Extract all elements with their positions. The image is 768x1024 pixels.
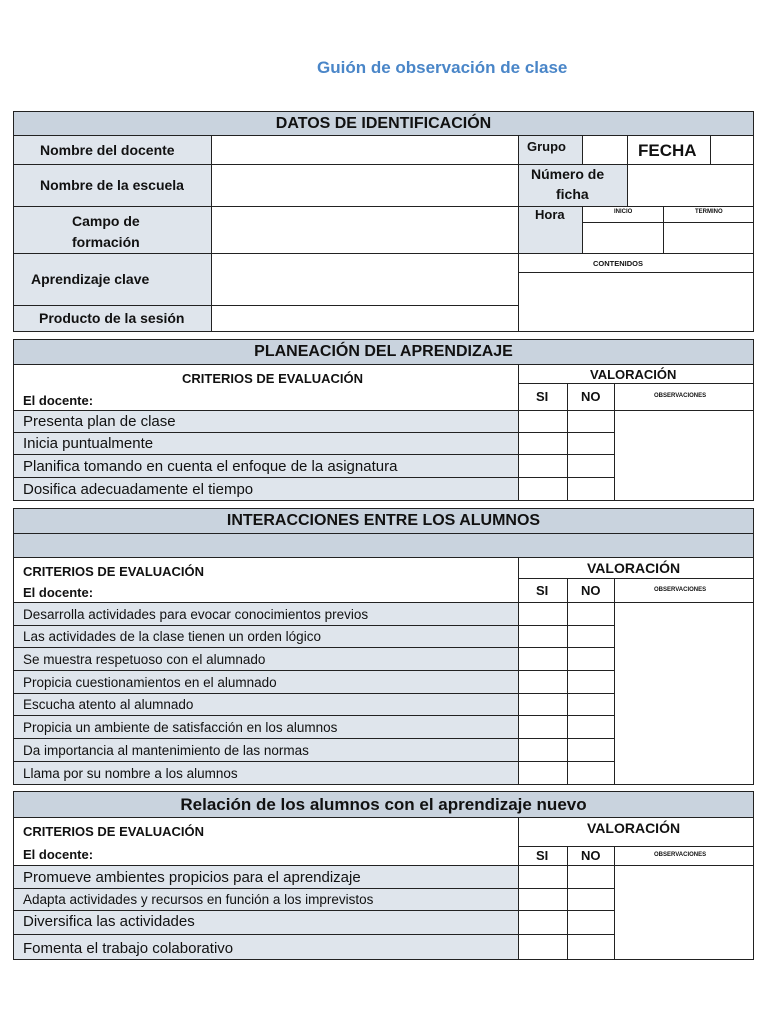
label-inicio (582, 206, 664, 223)
interacciones-header-label: INTERACCIONES ENTRE LOS ALUMNOS (226, 512, 541, 529)
label-nombre-escuela (13, 164, 212, 207)
label-nombre-docente-text: Nombre del docente (40, 142, 175, 158)
planeacion-si-cell[interactable] (518, 477, 568, 501)
label-numero-ficha-line1: Número de (531, 166, 605, 182)
relacion-item (13, 934, 519, 960)
relacion-no-cell[interactable] (567, 888, 615, 911)
planeacion-criterios (13, 364, 519, 411)
label-numero-ficha (518, 164, 628, 207)
interacciones-si-cell[interactable] (518, 715, 568, 739)
field-campo-formacion[interactable] (211, 206, 519, 254)
interacciones-item (13, 761, 519, 785)
label-campo-formacion (13, 206, 212, 254)
interacciones-docente-text: El docente: (23, 585, 94, 600)
relacion-observaciones (614, 846, 754, 866)
relacion-item-text: Promueve ambientes propicios para el aprendizaje (23, 869, 361, 886)
interacciones-observaciones-text: OBSERVACIONES (654, 587, 707, 593)
interacciones-item (13, 602, 519, 626)
planeacion-no-cell[interactable] (567, 454, 615, 478)
label-fecha (627, 135, 711, 165)
planeacion-no-cell[interactable] (567, 410, 615, 433)
planeacion-no (567, 383, 615, 411)
planeacion-no-cell[interactable] (567, 477, 615, 501)
label-campo-formacion-line1: Campo de (72, 213, 140, 229)
relacion-no-cell[interactable] (567, 910, 615, 935)
interacciones-item-text: Las actividades de la clase tienen un orden lógico (23, 629, 321, 644)
interacciones-si-cell[interactable] (518, 625, 568, 648)
label-hora (518, 206, 583, 254)
planeacion-si (518, 383, 568, 411)
field-grupo[interactable] (582, 135, 628, 165)
interacciones-no-cell[interactable] (567, 670, 615, 694)
label-aprendizaje-clave (13, 253, 212, 306)
interacciones-item-text: Da importancia al mantenimiento de las normas (23, 743, 309, 758)
label-aprendizaje-clave-text: Aprendizaje clave (31, 271, 150, 287)
relacion-no-text: NO (581, 848, 601, 863)
label-fecha-text: FECHA (638, 141, 697, 160)
planeacion-item (13, 432, 519, 455)
relacion-no-cell[interactable] (567, 934, 615, 960)
interacciones-si-cell[interactable] (518, 670, 568, 694)
label-numero-ficha-line2: ficha (556, 186, 589, 202)
relacion-item (13, 910, 519, 935)
field-hora-inicio[interactable] (582, 222, 664, 254)
planeacion-item-text: Presenta plan de clase (23, 413, 176, 430)
planeacion-header (13, 339, 754, 365)
interacciones-observaciones-field[interactable] (614, 602, 754, 785)
planeacion-observaciones-text: OBSERVACIONES (654, 393, 707, 399)
planeacion-item-text: Planifica tomando en cuenta el enfoque de la asignatura (23, 458, 398, 475)
planeacion-no-text: NO (581, 389, 601, 404)
relacion-valoracion-text: VALORACIÓN (587, 820, 681, 836)
interacciones-no-cell[interactable] (567, 715, 615, 739)
relacion-observaciones-text: OBSERVACIONES (654, 852, 707, 858)
interacciones-no-cell[interactable] (567, 602, 615, 626)
planeacion-valoracion-text: VALORACIÓN (590, 367, 677, 382)
interacciones-valoracion-text: VALORACIÓN (587, 560, 681, 576)
interacciones-no (567, 578, 615, 603)
relacion-criterios-text: CRITERIOS DE EVALUACIÓN (23, 824, 205, 839)
label-nombre-escuela-text: Nombre de la escuela (40, 177, 184, 193)
interacciones-si (518, 578, 568, 603)
interacciones-item-text: Propicia un ambiente de satisfacción en los alumnos (23, 720, 338, 735)
label-contenidos-text: CONTENIDOS (593, 259, 644, 268)
interacciones-valoracion (518, 557, 754, 579)
interacciones-si-text: SI (536, 583, 549, 598)
field-producto-sesion[interactable] (211, 305, 519, 332)
interacciones-item (13, 670, 519, 694)
interacciones-item (13, 715, 519, 739)
planeacion-item-text: Inicia puntualmente (23, 435, 154, 452)
relacion-no (567, 846, 615, 866)
interacciones-si-cell[interactable] (518, 761, 568, 785)
interacciones-si-cell[interactable] (518, 602, 568, 626)
label-inicio-text: INICIO (614, 209, 633, 215)
field-numero-ficha[interactable] (627, 164, 754, 207)
interacciones-item-text: Propicia cuestionamientos en el alumnado (23, 675, 277, 690)
interacciones-item-text: Escucha atento al alumnado (23, 697, 194, 712)
relacion-item-text: Fomenta el trabajo colaborativo (23, 940, 234, 957)
planeacion-item (13, 410, 519, 433)
label-termino-text: TERMINO (695, 209, 723, 215)
field-aprendizaje-clave[interactable] (211, 253, 519, 306)
interacciones-no-cell[interactable] (567, 693, 615, 716)
relacion-si-cell[interactable] (518, 910, 568, 935)
relacion-docente-text: El docente: (23, 847, 94, 862)
interacciones-criterios-text: CRITERIOS DE EVALUACIÓN (23, 564, 205, 579)
relacion-valoracion (518, 817, 754, 847)
interacciones-no-cell[interactable] (567, 761, 615, 785)
planeacion-si-text: SI (536, 389, 549, 404)
field-contenidos[interactable] (518, 272, 754, 332)
label-grupo (518, 135, 583, 165)
interacciones-item-text: Se muestra respetuoso con el alumnado (23, 652, 266, 667)
label-campo-formacion-line2: formación (72, 234, 140, 250)
interacciones-item (13, 693, 519, 716)
planeacion-observaciones (614, 383, 754, 411)
planeacion-no-cell[interactable] (567, 432, 615, 455)
relacion-si (518, 846, 568, 866)
planeacion-docente-text: El docente: (23, 393, 94, 408)
relacion-item (13, 865, 519, 889)
label-producto-sesion (13, 305, 212, 332)
planeacion-item (13, 477, 519, 501)
interacciones-si-cell[interactable] (518, 738, 568, 762)
datos-header (13, 111, 754, 136)
relacion-no-cell[interactable] (567, 865, 615, 889)
interacciones-item (13, 647, 519, 671)
planeacion-header-label: PLANEACIÓN DEL APRENDIZAJE (254, 343, 513, 360)
label-nombre-docente (13, 135, 212, 165)
label-termino (663, 206, 754, 223)
relacion-si-text: SI (536, 848, 549, 863)
planeacion-item-text: Dosifica adecuadamente el tiempo (23, 481, 254, 498)
label-producto-sesion-text: Producto de la sesión (39, 310, 185, 326)
interacciones-si-cell[interactable] (518, 693, 568, 716)
interacciones-no-cell[interactable] (567, 647, 615, 671)
relacion-observaciones-field[interactable] (614, 865, 754, 960)
relacion-si-cell[interactable] (518, 888, 568, 911)
field-nombre-escuela[interactable] (211, 164, 519, 207)
interacciones-observaciones (614, 578, 754, 603)
label-contenidos (518, 253, 754, 273)
interacciones-si-cell[interactable] (518, 647, 568, 671)
field-hora-termino[interactable] (663, 222, 754, 254)
interacciones-item-text: Llama por su nombre a los alumnos (23, 766, 238, 781)
relacion-si-cell[interactable] (518, 934, 568, 960)
field-fecha[interactable] (710, 135, 754, 165)
interacciones-no-cell[interactable] (567, 625, 615, 648)
interacciones-item (13, 738, 519, 762)
label-grupo-text: Grupo (527, 139, 566, 154)
interacciones-item-text: Desarrolla actividades para evocar conocimientos previos (23, 607, 369, 622)
planeacion-criterios-text: CRITERIOS DE EVALUACIÓN (182, 371, 364, 386)
relacion-header (13, 791, 754, 818)
interacciones-criterios (13, 557, 519, 603)
field-nombre-docente[interactable] (211, 135, 519, 165)
document-title: Guión de observación de clase (317, 58, 568, 77)
planeacion-si-cell[interactable] (518, 410, 568, 433)
label-hora-text: Hora (535, 207, 565, 222)
relacion-criterios (13, 817, 519, 866)
interacciones-no-cell[interactable] (567, 738, 615, 762)
relacion-si-cell[interactable] (518, 865, 568, 889)
datos-header-label: DATOS DE IDENTIFICACIÓN (275, 115, 492, 132)
relacion-header-label: Relación de los alumnos con el aprendizaje nuevo (180, 795, 587, 814)
relacion-item (13, 888, 519, 911)
planeacion-item (13, 454, 519, 478)
interacciones-header (13, 508, 754, 534)
interacciones-item (13, 625, 519, 648)
interacciones-blank-band (13, 533, 754, 558)
relacion-item-text: Adapta actividades y recursos en función a los imprevistos (23, 892, 374, 907)
planeacion-valoracion (518, 364, 754, 384)
interacciones-no-text: NO (581, 583, 601, 598)
planeacion-observaciones-field[interactable] (614, 410, 754, 501)
planeacion-si-cell[interactable] (518, 454, 568, 478)
planeacion-si-cell[interactable] (518, 432, 568, 455)
relacion-item-text: Diversifica las actividades (23, 913, 195, 930)
